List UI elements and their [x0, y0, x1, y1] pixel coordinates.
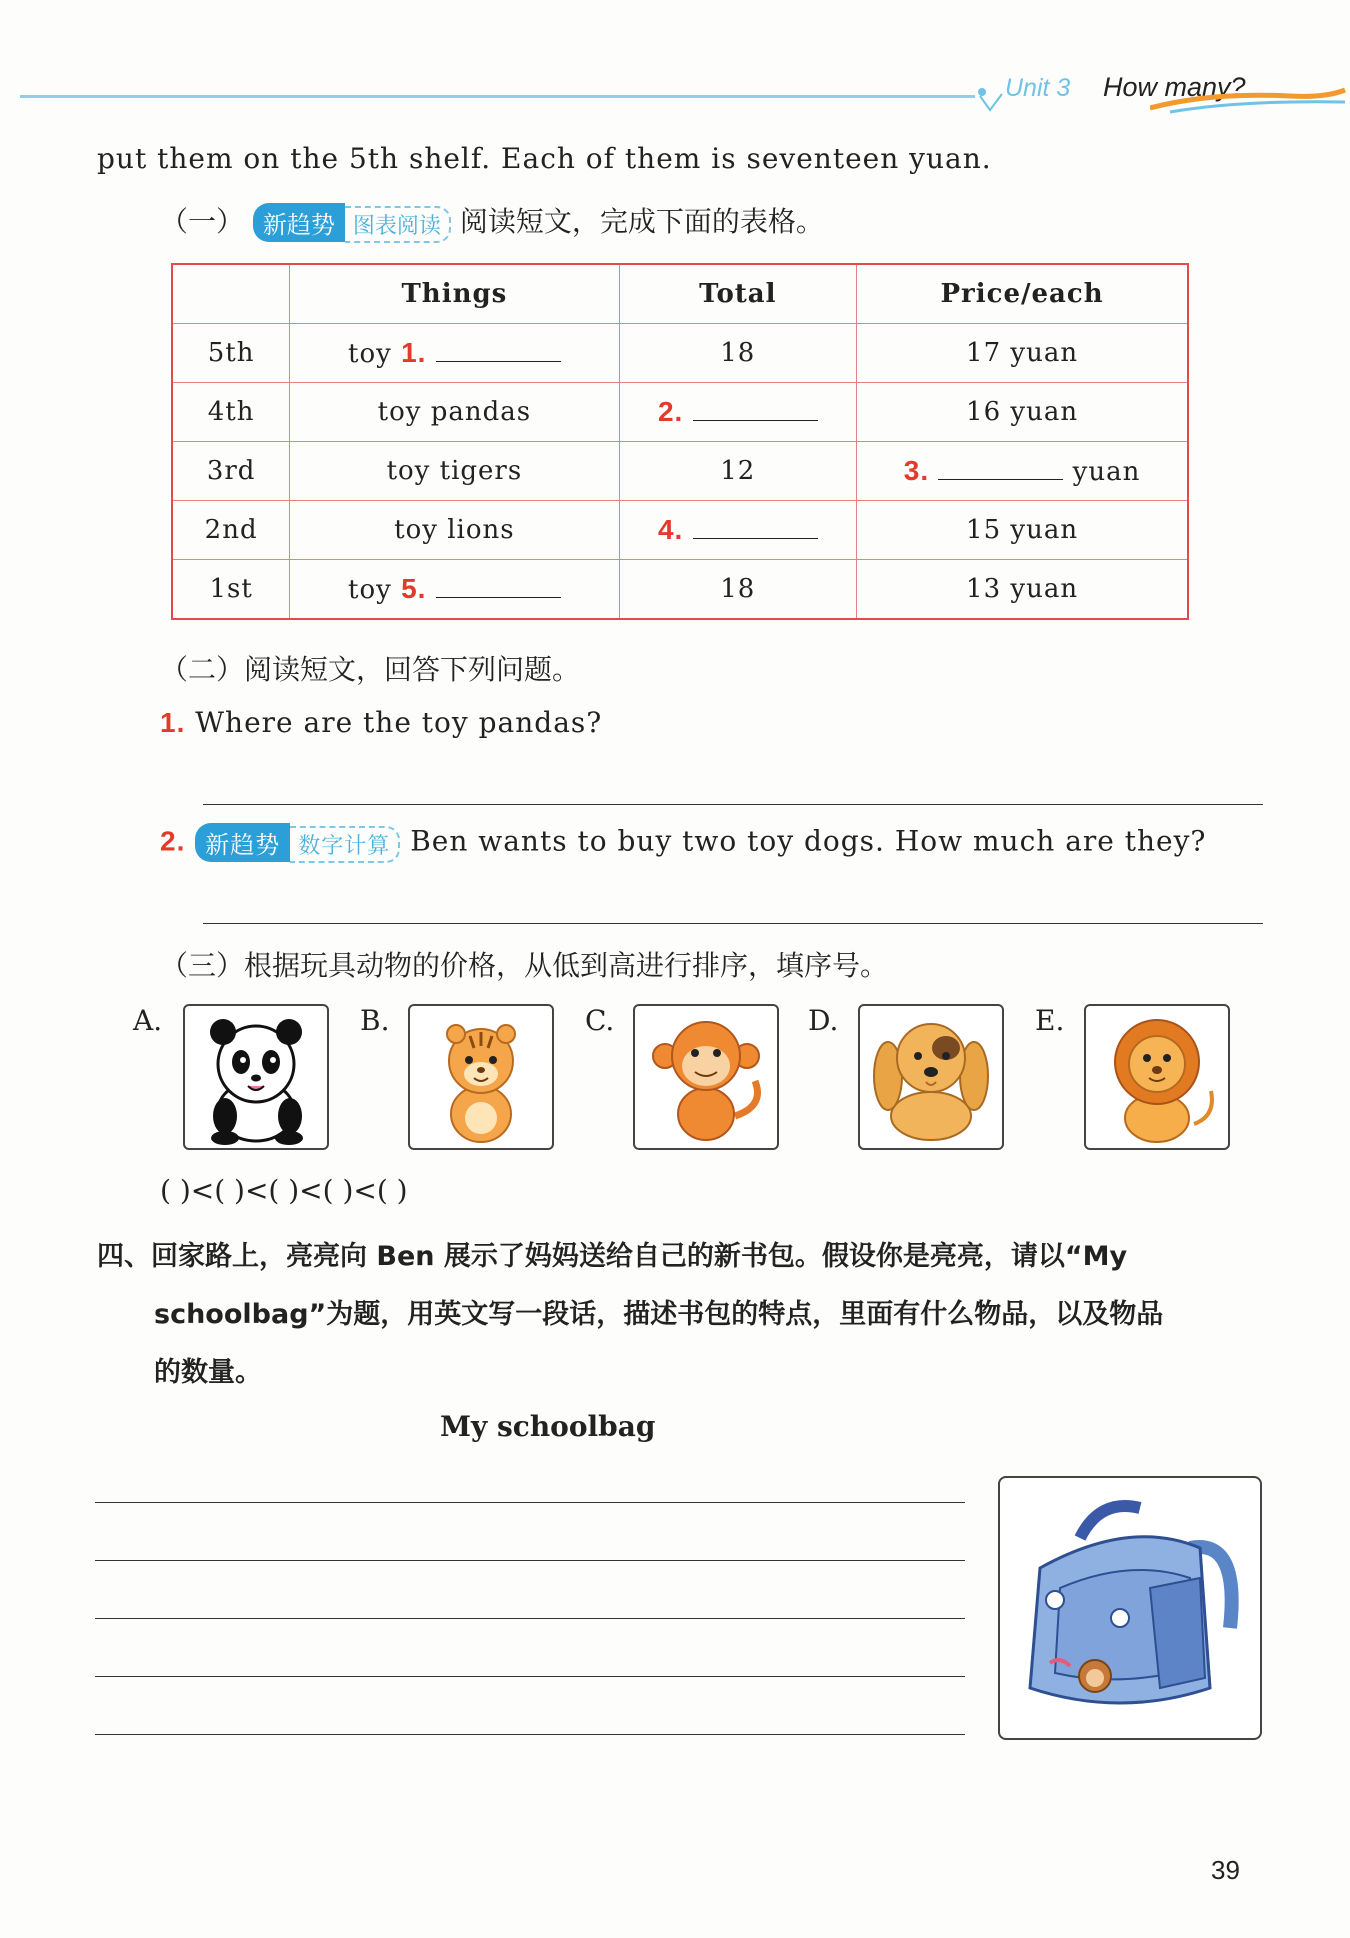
answer-blank[interactable] [436, 577, 561, 598]
table-row [172, 442, 1188, 501]
writing-line[interactable] [95, 1734, 965, 1735]
option-letter: D. [808, 1004, 839, 1037]
panda-icon [185, 1006, 327, 1148]
total-cell [619, 501, 857, 560]
answer-line[interactable] [203, 804, 1263, 805]
header-cell [172, 264, 290, 324]
option-card-e [1084, 1004, 1230, 1150]
blank-number: 5. [401, 573, 427, 604]
table-row [172, 560, 1188, 620]
part3-heading: （三）根据玩具动物的价格，从低到高进行排序，填序号。 [160, 949, 889, 982]
part1-heading [160, 200, 824, 243]
page-number: 39 [1211, 1855, 1240, 1885]
price-table [171, 263, 1189, 620]
header-rule [20, 95, 975, 98]
price-cell: 17 yuan [857, 324, 1188, 383]
things-cell: toy pandas [290, 383, 619, 442]
total-cell: 18 [619, 324, 857, 383]
blank-number: 1. [401, 337, 427, 368]
shelf-cell: 5th [172, 324, 290, 383]
answer-blank[interactable] [693, 518, 818, 539]
table-row [172, 324, 1188, 383]
writing-line[interactable] [95, 1618, 965, 1619]
header-cell: Total [619, 264, 857, 324]
writing-line[interactable] [95, 1560, 965, 1561]
answer-line[interactable] [203, 923, 1263, 924]
header-cell: Things [290, 264, 619, 324]
trend-badge: 新趋势 数字计算 [195, 823, 400, 863]
blank-number: 4. [657, 514, 684, 545]
answer-blank[interactable] [693, 400, 818, 421]
part2-heading: （二）阅读短文，回答下列问题。 [160, 653, 581, 686]
price-cell: 15 yuan [857, 501, 1188, 560]
part1-instruction: 阅读短文，完成下面的表格。 [459, 205, 824, 238]
shelf-cell: 4th [172, 383, 290, 442]
total-cell [619, 383, 857, 442]
header-title: How many? [1103, 72, 1246, 102]
essay-title: My schoolbag [440, 1410, 656, 1443]
schoolbag-picture [998, 1476, 1262, 1740]
things-cell: toy 1. [290, 324, 619, 383]
part1-label: （一） [160, 205, 245, 238]
order-blanks[interactable]: ( )<( )<( )<( )<( ) [160, 1174, 408, 1207]
dog-icon [860, 1006, 1002, 1148]
question-1: 1. Where are the toy pandas? [160, 706, 603, 739]
things-cell: toy lions [290, 501, 619, 560]
table-row [172, 383, 1188, 442]
writing-line[interactable] [95, 1502, 965, 1503]
tiger-icon [410, 1006, 552, 1148]
header-swoosh-icon [1150, 86, 1350, 116]
table-header-row [172, 264, 1188, 324]
writing-line[interactable] [95, 1676, 965, 1677]
answer-blank[interactable] [938, 459, 1063, 480]
answer-blank[interactable] [436, 341, 561, 362]
blank-number: 2. [657, 396, 684, 427]
option-letter: A. [133, 1004, 163, 1037]
price-cell: 3. yuan [857, 442, 1188, 501]
part4-line-1: 四、回家路上，亮亮向 Ben 展示了妈妈送给自己的新书包。假设你是亮亮，请以“My [97, 1241, 1128, 1272]
header-unit: Unit 3 [1005, 74, 1071, 102]
option-card-c [633, 1004, 779, 1150]
total-cell: 18 [619, 560, 857, 620]
part4-line-2: schoolbag”为题，用英文写一段话，描述书包的特点，里面有什么物品，以及物品 [154, 1299, 1164, 1330]
total-cell: 12 [619, 442, 857, 501]
part4-line-3: 的数量。 [154, 1357, 262, 1388]
shelf-cell: 1st [172, 560, 290, 620]
things-cell: toy 5. [290, 560, 619, 620]
schoolbag-icon [1000, 1478, 1260, 1738]
option-letter: E. [1035, 1004, 1065, 1037]
price-cell: 13 yuan [857, 560, 1188, 620]
lion-icon [1086, 1006, 1228, 1148]
option-letter: C. [585, 1004, 615, 1037]
shelf-cell: 2nd [172, 501, 290, 560]
option-letter: B. [360, 1004, 390, 1037]
option-card-b [408, 1004, 554, 1150]
shelf-cell: 3rd [172, 442, 290, 501]
passage-text: put them on the 5th shelf. Each of them is seventeen yuan. [97, 142, 992, 175]
option-card-d [858, 1004, 1004, 1150]
header-ornament-icon [978, 88, 1008, 114]
blank-number: 3. [903, 455, 930, 486]
question-2: 2. 新趋势 数字计算 Ben wants to buy two toy dogs. How much are they? [160, 823, 1206, 863]
option-card-a [183, 1004, 329, 1150]
table-row [172, 501, 1188, 560]
things-cell: toy tigers [290, 442, 619, 501]
monkey-icon [635, 1006, 777, 1148]
header-cell: Price/each [857, 264, 1188, 324]
trend-badge: 新趋势 图表阅读 [253, 203, 451, 243]
price-cell: 16 yuan [857, 383, 1188, 442]
